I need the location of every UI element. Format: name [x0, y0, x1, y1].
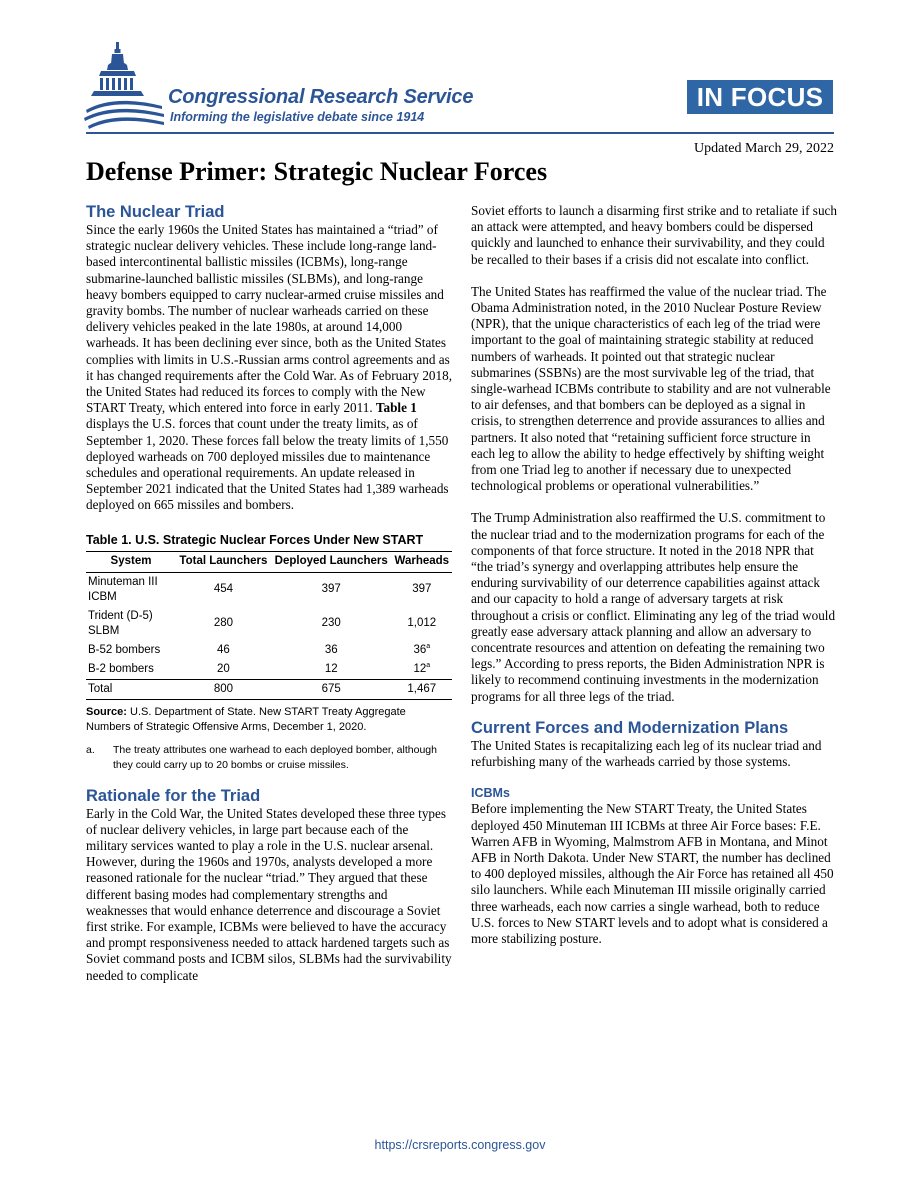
footer-link[interactable]: https://crsreports.congress.gov [374, 1138, 546, 1152]
cell-system: Minuteman III ICBM [88, 575, 158, 603]
triad-paragraph-text-b: displays the U.S. forces that count under the treaty limits, as of September 1, 2020. These forces fall below the treaty limits of 1,550 deployed warheads on 700 deployed missiles due to maintenance schedules and operational requirements. An update released in September 2021 indicated that the United States had 1,389 warheads deployed on 665 missiles and bombers. [86, 416, 449, 513]
table-row [86, 641, 452, 660]
table-header-row [86, 551, 452, 572]
cell-deployed-launchers: 397 [321, 583, 341, 596]
cell-deployed-launchers: 230 [321, 617, 341, 630]
cell-system: B-2 bombers [88, 662, 154, 675]
column-header-warheads: Warheads [394, 554, 450, 567]
triad-paragraph [86, 222, 452, 514]
right-column [471, 203, 837, 947]
trump-npr-paragraph: The Trump Administration also reaffirmed the U.S. commitment to the nuclear triad and to the modernization programs for each of the components of that force structure. It noted in the 2018 NPR that “the triad’s synergy and overlapping attributes help ensure the enduring survivability of our deterrence capabilities against attack and our capacity to hold a range of adversary targets at risk throughout a crisis or conflict. Eliminating any leg of the triad would greatly ease adversary attack planning and allow an adversary to concentrate resources and attention on defeating the remaining two legs.” According to press reports, the Biden Administration NPR is likely to recommend continuing investments in the modernization programs for all three legs of the triad. [471, 510, 836, 704]
cell-total-launchers: 800 [213, 682, 233, 695]
column-header-deployed-launchers: Deployed Launchers [274, 554, 388, 567]
table-1-reference: Table 1 [375, 400, 417, 416]
page-header [0, 0, 920, 156]
cell-warheads-value: 36 [413, 643, 427, 656]
column-header-system: System [110, 554, 152, 567]
cell-total-launchers: 20 [217, 662, 230, 675]
table-row [86, 607, 452, 641]
cell-total-launchers: 46 [217, 643, 230, 656]
org-tagline: Informing the legislative debate since 1914 [170, 110, 425, 124]
cell-warheads [392, 660, 452, 680]
table-total-row [86, 679, 452, 699]
table-row [86, 660, 452, 680]
source-text: U.S. Department of State. New START Treaty Aggregate Numbers of Strategic Offensive Arms, December 1, 2020. [86, 705, 406, 733]
cell-deployed-launchers: 36 [324, 643, 338, 656]
footnote-mark: a [426, 642, 431, 650]
current-forces-paragraph: The United States is recapitalizing each leg of its nuclear triad and refurbishing many of the warheads carried by those systems. [471, 737, 822, 770]
capitol-dome-icon [84, 40, 166, 130]
cell-deployed-launchers: 12 [324, 662, 338, 675]
note-text: The treaty attributes one warhead to each deployed bomber, although they could carry up to 20 bombs or cruise missiles. [113, 743, 437, 771]
column-header-total-launchers: Total Launchers [179, 554, 268, 567]
cell-warheads [392, 641, 452, 660]
forces-table [86, 551, 452, 700]
source-label: Source: [86, 705, 127, 718]
rationale-paragraph: Early in the Cold War, the United States developed these three types of nuclear delivery vehicles, in large part because each of the military services wanted to play a role in the U.S. nuclear arsenal. However, during the 1960s and 1970s, analysts developed a more reasoned rationale for the nuclear “triad.” They argued that these different basing modes had complementary strengths and weaknesses that would enhance deterrence and discourage a Soviet first strike. For example, ICBMs were believed to have the accuracy and prompt responsiveness needed to attack hardened targets such as Soviet command posts and ICBM silos, SLBMs had the survivability needed to complicate [86, 805, 452, 983]
cell-system: Total [88, 682, 113, 695]
section-heading-current-forces: Current Forces and Modernization Plans [471, 718, 789, 737]
note-marker: a. [86, 743, 95, 756]
rationale-paragraph-continued: Soviet efforts to launch a disarming first strike and to retaliate if such an attack were attempted, and heavy bombers could be dispersed quickly and launched to enhance their survivability, and they could be recalled to their bases if a crisis did not escalate into conflict. [471, 203, 837, 267]
cell-total-launchers: 454 [213, 583, 233, 596]
updated-date: Updated March 29, 2022 [694, 141, 834, 156]
cell-warheads: 1,467 [407, 682, 437, 695]
in-focus-badge: IN FOCUS [687, 80, 833, 114]
cell-deployed-launchers: 675 [321, 682, 341, 695]
left-column [86, 203, 452, 984]
table-title: Table 1. U.S. Strategic Nuclear Forces Under New START [86, 532, 424, 547]
table-source [86, 705, 452, 735]
cell-system: B-52 bombers [88, 643, 161, 656]
cell-warheads-value: 12 [413, 662, 427, 675]
cell-warheads: 397 [412, 583, 432, 596]
header-rule [86, 132, 834, 134]
cell-warheads: 1,012 [407, 617, 437, 630]
cell-total-launchers: 280 [213, 617, 233, 630]
footnote-mark: a [426, 661, 431, 669]
footer-url[interactable] [0, 1138, 920, 1152]
cell-system: Trident (D-5) SLBM [88, 609, 153, 637]
subsection-heading-icbms: ICBMs [471, 786, 510, 801]
triad-paragraph-text-a: Since the early 1960s the United States has maintained a “triad” of strategic nuclear delivery vehicles. These include long-range land-based intercontinental ballistic missiles (ICBMs), long-range submarine-launched ballistic missiles (SLBMs), and long-range heavy bombers equipped to carry nuclear-armed cruise missiles and gravity bombs. The number of nuclear warheads carried on these delivery vehicles peaked in the late 1980s, at around 14,000 warheads. It has been declining ever since, both as the United States complies with limits in U.S.-Russian arms control agreements and as it has changed requirements after the Cold War. As of February 2018, the United States had reduced its forces to comply with the New START Treaty, which entered into force in early 2011. [86, 222, 453, 416]
obama-npr-paragraph: The United States has reaffirmed the value of the nuclear triad. The Obama Administration noted, in the 2010 Nuclear Posture Review (NPR), that the unique characteristics of each leg of the triad were important to the goal of maintaining strategic stability at reduced numbers of warheads. It pointed out that strategic nuclear submarines (SSBNs) are the most survivable leg of the triad, that single-warhead ICBMs contribute to stability and are not vulnerable to air defenses, and that bombers can be deployed as a signal in crisis, to strengthen deterrence and provide assurances to allies and partners. It also noted that “retaining sufficient force structure in each leg to allow the ability to hedge effectively by shifting weight from one Triad leg to another if necessary due to unexpected technological problems or operational vulnerabilities.” [471, 283, 831, 494]
table-note [86, 743, 452, 773]
icbms-paragraph: Before implementing the New START Treaty, the United States deployed 450 Minuteman III ICBMs at three Air Force bases: F.E. Warren AFB in Wyoming, Malmstrom AFB in Montana, and Minot AFB in North Dakota. Under New START, the number has declined to 400 deployed missiles, although the Air Force has retained all 450 silo launchers. While each Minuteman III missile originally carried three warheads, each now carries a single warhead, both to reduce U.S. forces to New START levels and to adopt what is considered a more stabilizing posture. [471, 801, 834, 946]
section-heading-rationale: Rationale for the Triad [86, 786, 261, 805]
page-title: Defense Primer: Strategic Nuclear Forces [86, 157, 548, 186]
section-heading-nuclear-triad: The Nuclear Triad [86, 203, 225, 221]
table-row [86, 572, 452, 607]
org-name: Congressional Research Service [168, 86, 474, 108]
